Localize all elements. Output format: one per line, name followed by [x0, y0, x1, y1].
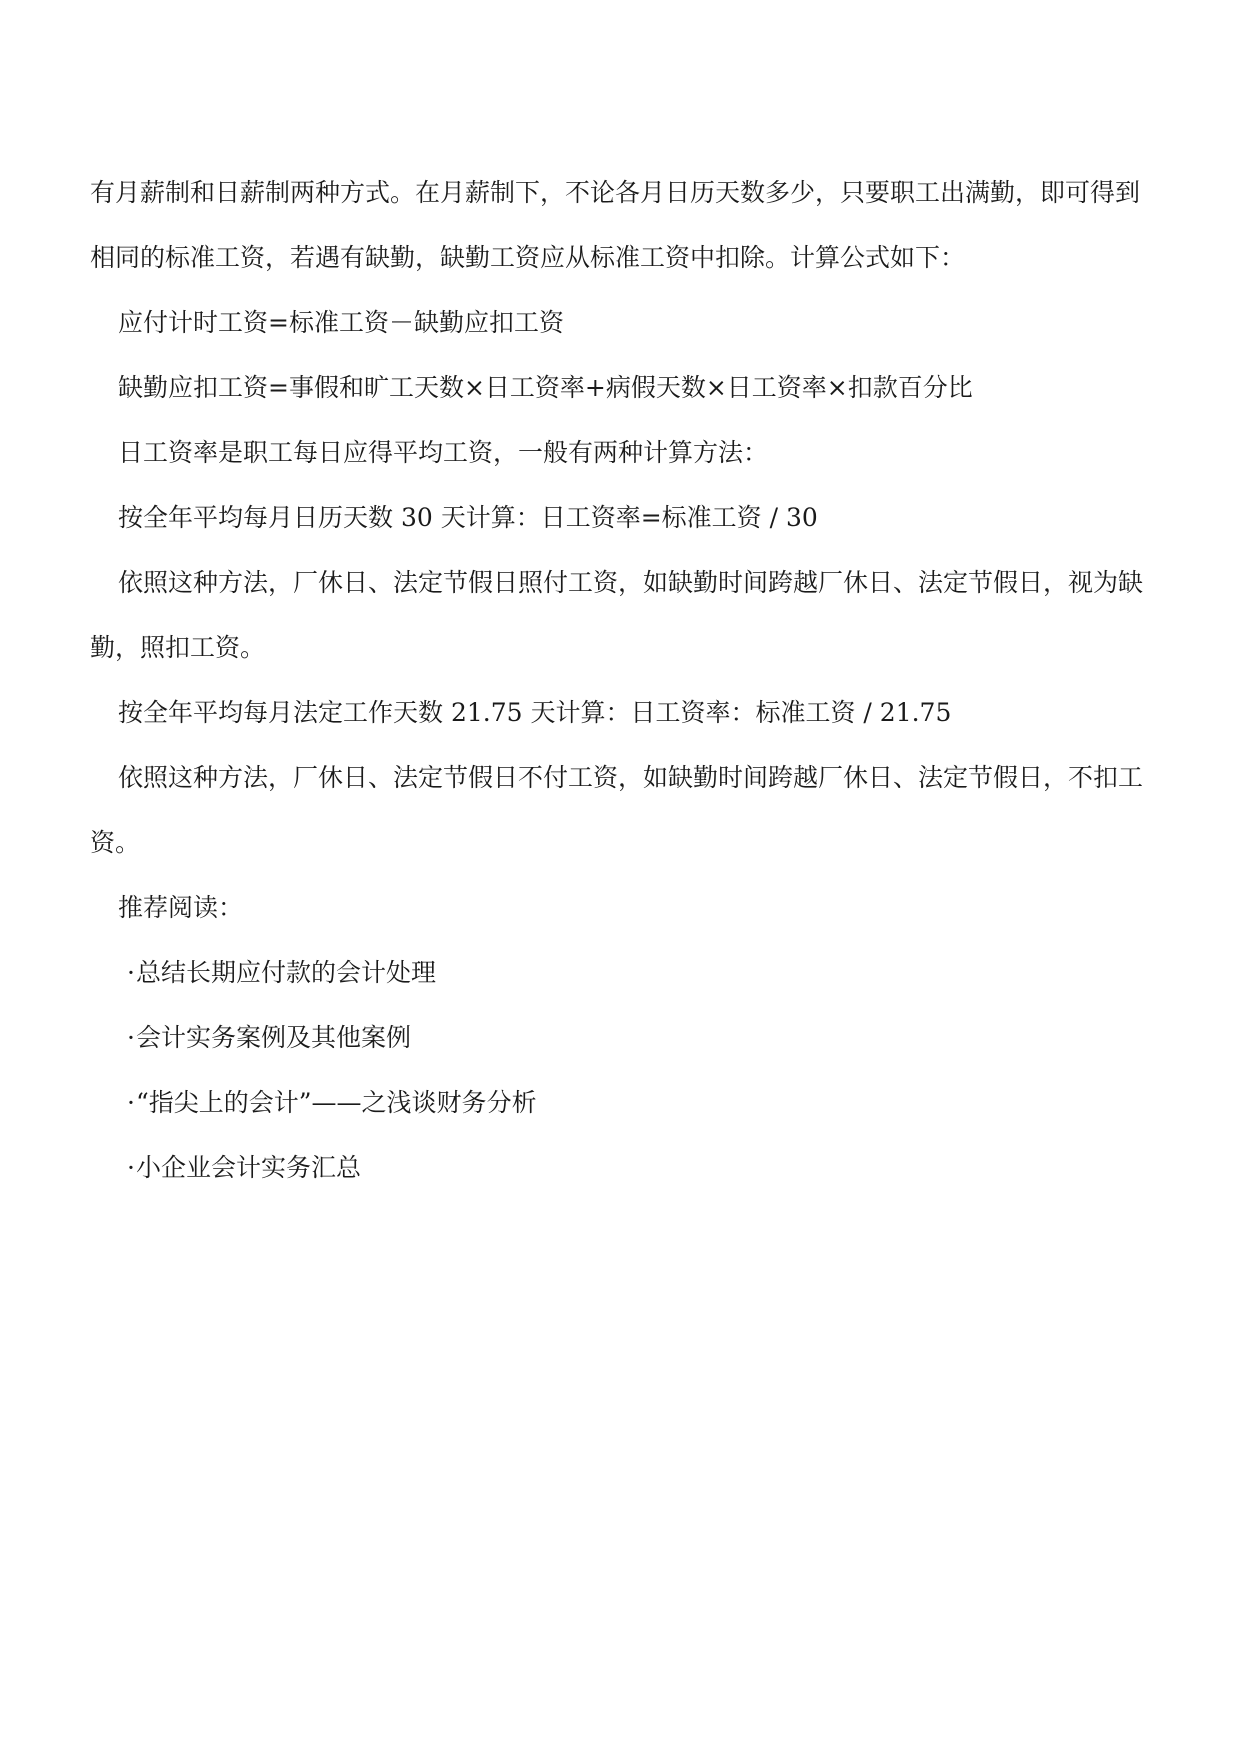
paragraph-formula-payable: 应付计时工资=标准工资－缺勤应扣工资 [118, 308, 564, 337]
paragraph-method-21-75-days-note: 依照这种方法，厂休日、法定节假日不付工资，如缺勤时间跨越厂休日、法定节假日，不扣工资。 [90, 763, 1144, 857]
recommend-link[interactable]: “指尖上的会计”——之浅谈财务分析 [136, 1088, 537, 1117]
bullet-icon: · [127, 1088, 135, 1117]
recommend-link[interactable]: 小企业会计实务汇总 [136, 1153, 362, 1182]
recommend-link[interactable]: 总结长期应付款的会计处理 [136, 958, 437, 987]
paragraph-method-21-75-days: 按全年平均每月法定工作天数 21.75 天计算：日工资率：标准工资 / 21.75 [118, 698, 952, 727]
paragraph-daily-rate-intro: 日工资率是职工每日应得平均工资，一般有两种计算方法： [118, 438, 769, 467]
bullet-icon: · [127, 1023, 135, 1052]
list-item [90, 1070, 1152, 1135]
document-body [90, 160, 1152, 1200]
list-item [90, 1005, 1152, 1070]
paragraph-formula-deduction: 缺勤应扣工资=事假和旷工天数×日工资率+病假天数×日工资率×扣款百分比 [118, 373, 973, 402]
recommend-link[interactable]: 会计实务案例及其他案例 [136, 1023, 412, 1052]
list-item [90, 940, 1152, 1005]
list-item [90, 1135, 1152, 1200]
paragraph-method-30-days: 按全年平均每月日历天数 30 天计算：日工资率=标准工资 / 30 [118, 503, 818, 532]
recommend-reading-list [90, 940, 1152, 1200]
paragraph-method-30-days-note: 依照这种方法，厂休日、法定节假日照付工资，如缺勤时间跨越厂休日、法定节假日，视为缺勤，照扣工资。 [90, 568, 1144, 662]
bullet-icon: · [127, 958, 135, 987]
bullet-icon: · [127, 1153, 135, 1182]
recommend-reading-title: 推荐阅读： [118, 893, 244, 922]
paragraph-salary-methods: 有月薪制和日薪制两种方式。在月薪制下，不论各月日历天数多少，只要职工出满勤，即可得到相同的标准工资，若遇有缺勤，缺勤工资应从标准工资中扣除。计算公式如下： [90, 178, 1141, 272]
